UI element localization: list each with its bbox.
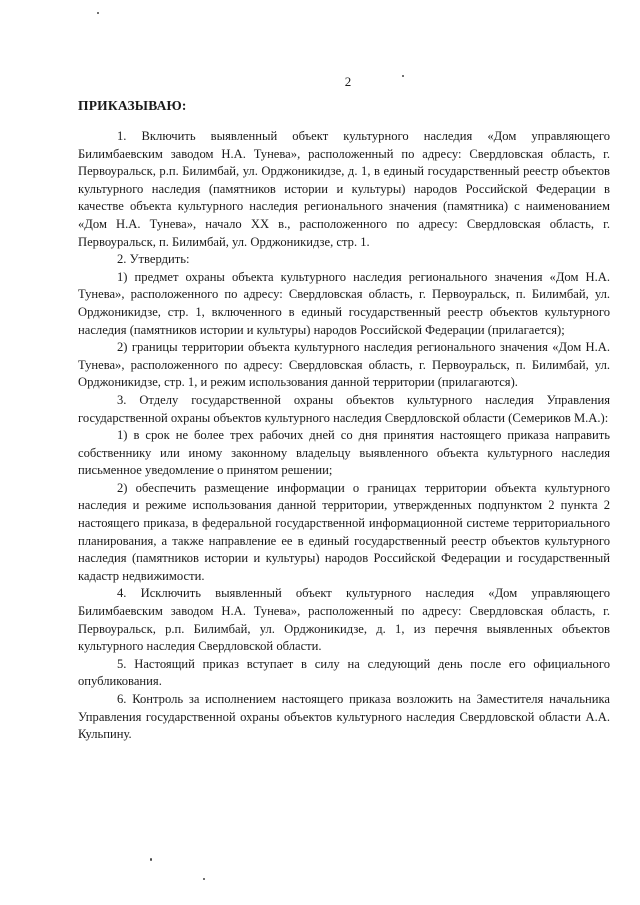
paragraph-2-2: 2) границы территории объекта культурного наследия регионального значения «Дом Н.А. Тунева», расположенного по адресу: Свердловская область, г. Первоуральск, п. Билимбай, ул. Орджоникидзе, стр. 1, и режим использования данной территории (прилагаются). — [78, 340, 610, 390]
order-body — [78, 124, 610, 744]
paragraph-3-1: 1) в срок не более трех рабочих дней со дня принятия настоящего приказа направить собственнику или иному законному владельцу выявленного объекта культурного наследия письменное уведомление о принятом решении; — [78, 428, 610, 478]
paragraph-4: 4. Исключить выявленный объект культурного наследия «Дом управляющего Билимбаевским заводом Н.А. Тунева», расположенный по адресу: Свердловская область, г. Первоуральск, р.п. Билимбай, ул. Орджоникидзе, д. 1, из перечня выявленных объектов культурного наследия Свердловской области. — [78, 586, 610, 654]
paragraph-3-2: 2) обеспечить размещение информации о границах территории объекта культурного наследия и режиме использования данной территории, утвержденных подпунктом 2 пункта 2 настоящего приказа, в федеральной государственной информационной системе территориального планирования, а также направление ее в единый государственный реестр объектов культурного наследия (памятников истории и культуры) народов Российской Федерации и государственный кадастр недвижимости. — [78, 480, 610, 583]
paragraph-2-1: 1) предмет охраны объекта культурного наследия регионального значения «Дом Н.А. Тунева», расположенного по адресу: Свердловская область, г. Первоуральск, п. Билимбай, ул. Орджоникидзе, стр. 1, включенного в единый государственный реестр объектов культурного наследия (памятников истории и культуры) народов Российской Федерации (прилагается); — [78, 269, 610, 337]
paragraph-6: 6. Контроль за исполнением настоящего приказа возложить на Заместителя начальника Управления государственной охраны объектов культурного наследия Свердловской области А.А. Кульпину. — [78, 692, 610, 742]
scan-speck — [150, 858, 152, 861]
order-heading: ПРИКАЗЫВАЮ: — [78, 98, 187, 113]
paragraph-3: 3. Отделу государственной охраны объектов культурного наследия Управления государственной охраны объектов культурного наследия Свердловской области (Семериков М.А.): — [78, 392, 610, 425]
paragraph-1: 1. Включить выявленный объект культурного наследия «Дом управляющего Билимбаевским заводом Н.А. Тунева», расположенный по адресу: Свердловская область, г. Первоуральск, р.п. Билимбай, ул. Орджоникидзе, д. 1, в единый государственный реестр объектов культурного наследия (памятников истории и культуры) народов Российской Федерации в качестве объекта культурного наследия регионального значения (памятника) с наименованием «Дом Н.А. Тунева», начало XX в., расположенного по адресу: Свердловская область, г. Первоуральск, п. Билимбай, ул. Орджоникидзе, стр. 1. — [78, 129, 610, 249]
page-number: 2 — [344, 74, 352, 89]
paragraph-2: 2. Утвердить: — [117, 252, 190, 267]
paragraph-5: 5. Настоящий приказ вступает в силу на следующий день после его официального опубликования. — [78, 656, 610, 689]
scan-speck — [97, 12, 99, 14]
scan-speck — [203, 878, 205, 880]
